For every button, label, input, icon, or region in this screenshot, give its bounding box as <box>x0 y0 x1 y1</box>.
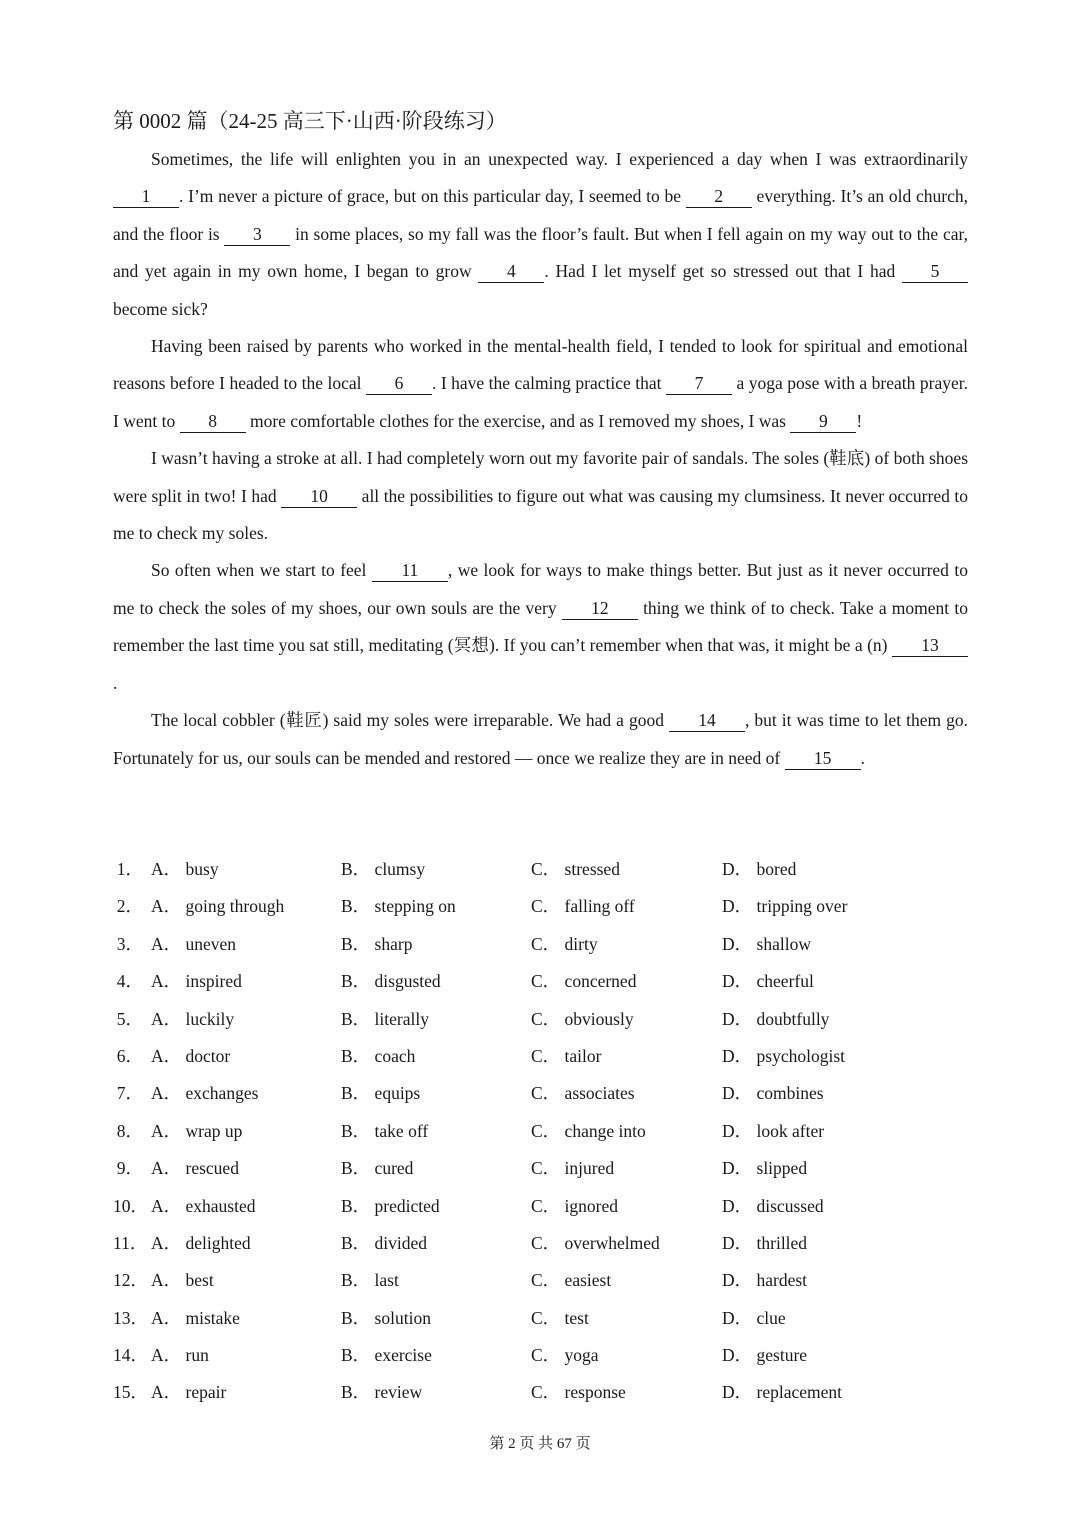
blank-2: 2 <box>686 185 752 208</box>
option-b: B． take off <box>341 1120 429 1141</box>
option-c: C． injured <box>531 1158 615 1179</box>
passage-text: thing we think of to check. Take a moment to remember the last time you sat still, meditating (冥想). If you can’t remember when that was, it might be a (n) <box>113 597 968 656</box>
option-row <box>113 888 973 925</box>
passage-text: everything. It’s an old church, and the floor is <box>113 186 968 244</box>
option-d: D． tripping over <box>722 896 848 917</box>
option-row <box>113 1225 973 1262</box>
cloze-passage <box>113 141 968 777</box>
question-number: 5． <box>116 1008 143 1029</box>
option-a: A． inspired <box>151 971 242 992</box>
option-a: A． luckily <box>151 1008 235 1029</box>
option-b: B． last <box>341 1270 399 1291</box>
blank-14: 14 <box>669 709 745 732</box>
passage-text: in some places, so my fall was the floor’s fault. But when I fell again on my way out to the car, and yet again in my own home, I began to grow <box>113 223 968 282</box>
option-a: A． wrap up <box>151 1120 243 1141</box>
option-c: C． associates <box>531 1083 635 1104</box>
option-d: D． clue <box>722 1307 786 1328</box>
passage-text: , we look for ways to make things better. But just as it never occurred to me to check the soles of my shoes, our own souls are the very <box>113 560 968 618</box>
option-b: B． equips <box>341 1083 421 1104</box>
passage-text: Having been raised by parents who worked in the mental-health field, I tended to look for spiritual and emotional reasons before I headed to the local <box>113 336 968 394</box>
passage-text: So often when we start to feel <box>151 560 372 581</box>
option-d: D． look after <box>722 1120 825 1141</box>
option-d: D． bored <box>722 859 797 879</box>
option-c: C． tailor <box>531 1045 602 1066</box>
option-row <box>113 1188 973 1225</box>
passage-text: I wasn’t having a stroke at all. I had completely worn out my favorite pair of sandals. The soles (鞋底) of both shoes were split in two! I had <box>113 448 968 506</box>
option-d: D． combines <box>722 1083 824 1104</box>
passage-text: The local cobbler (鞋匠) said my soles were irreparable. We had a good <box>151 710 669 731</box>
blank-12: 12 <box>562 597 638 620</box>
option-c: C． dirty <box>531 933 598 954</box>
paragraph-5 <box>113 702 968 777</box>
option-a: A． uneven <box>151 933 237 954</box>
option-row <box>113 1075 973 1112</box>
blank-7: 7 <box>666 372 732 395</box>
option-b: B． review <box>341 1382 423 1403</box>
option-row <box>113 1262 973 1299</box>
option-c: C． falling off <box>531 896 635 917</box>
question-number: 8． <box>116 1120 143 1141</box>
passage-text: all the possibilities to figure out what was causing my clumsiness. It never occurred to me to check my soles. <box>113 485 968 544</box>
option-c: C． change into <box>531 1120 646 1141</box>
option-row <box>113 1113 973 1150</box>
blank-1: 1 <box>113 185 179 208</box>
option-b: B． clumsy <box>341 859 426 879</box>
option-d: D． cheerful <box>722 971 814 992</box>
option-row <box>113 851 973 888</box>
passage-text: . I have the calming practice that <box>431 373 667 394</box>
option-row <box>113 963 973 1000</box>
option-d: D． gesture <box>722 1345 808 1366</box>
blank-8: 8 <box>180 410 246 433</box>
option-row <box>113 1374 973 1411</box>
question-number: 15． <box>113 1382 148 1403</box>
passage-text: Sometimes, the life will enlighten you in an unexpected way. I experienced a day when I was extraordinarily <box>151 149 968 169</box>
option-b: B． solution <box>341 1307 431 1328</box>
passage-text: , but it was time to let them go. Fortunately for us, our souls can be mended and restored — once we realize they are in need of <box>113 710 968 768</box>
option-d: D． hardest <box>722 1270 808 1291</box>
blank-4: 4 <box>478 260 544 283</box>
option-b: B． disgusted <box>341 971 441 992</box>
option-b: B． exercise <box>341 1345 432 1366</box>
blank-9: 9 <box>790 410 856 433</box>
option-a: A． exhausted <box>151 1195 256 1216</box>
question-number: 4． <box>116 971 143 992</box>
option-a: A． best <box>151 1270 214 1291</box>
option-row <box>113 1038 973 1075</box>
option-d: D． shallow <box>722 933 811 954</box>
blank-10: 10 <box>281 485 357 508</box>
question-number: 14． <box>113 1345 148 1366</box>
option-a: A． doctor <box>151 1045 231 1066</box>
option-d: D． doubtfully <box>722 1008 830 1029</box>
option-c: C． overwhelmed <box>531 1232 660 1253</box>
option-row <box>113 1337 973 1374</box>
option-c: C． response <box>531 1382 626 1403</box>
question-number: 1． <box>116 859 143 879</box>
passage-text: a yoga pose with a breath prayer. I went to <box>113 373 968 431</box>
option-a: A． going through <box>151 896 285 917</box>
passage-text: . Had I let myself get so stressed out that I had <box>544 261 902 282</box>
option-c: C． test <box>531 1307 589 1328</box>
option-d: D． discussed <box>722 1195 824 1216</box>
answer-options <box>113 851 973 1412</box>
paragraph-3 <box>113 440 968 552</box>
option-d: D． replacement <box>722 1382 843 1403</box>
option-d: D． thrilled <box>722 1232 808 1253</box>
option-a: A． mistake <box>151 1307 240 1328</box>
option-row <box>113 1001 973 1038</box>
option-b: B． coach <box>341 1045 416 1066</box>
option-a: A． delighted <box>151 1232 251 1253</box>
blank-6: 6 <box>366 372 432 395</box>
option-b: B． literally <box>341 1008 429 1029</box>
option-b: B． sharp <box>341 933 413 954</box>
question-number: 2． <box>116 896 143 917</box>
passage-text: become sick? <box>113 298 208 319</box>
option-d: D． slipped <box>722 1158 808 1179</box>
paragraph-2 <box>113 328 968 440</box>
question-number: 12． <box>113 1270 148 1291</box>
paragraph-1 <box>113 141 968 328</box>
question-number: 13． <box>113 1307 148 1328</box>
option-b: B． stepping on <box>341 896 456 917</box>
passage-text: . <box>860 747 865 768</box>
option-a: A． repair <box>151 1382 227 1403</box>
question-number: 11． <box>113 1232 148 1253</box>
option-a: A． rescued <box>151 1158 239 1179</box>
option-row <box>113 926 973 963</box>
blank-3: 3 <box>224 223 290 246</box>
passage-text: ! <box>856 410 863 431</box>
option-c: C． yoga <box>531 1345 599 1366</box>
option-c: C． ignored <box>531 1195 619 1216</box>
option-b: B． cured <box>341 1158 414 1179</box>
paragraph-4 <box>113 552 968 702</box>
option-c: C． stressed <box>531 859 620 879</box>
blank-15: 15 <box>785 747 861 770</box>
blank-11: 11 <box>372 559 448 582</box>
option-b: B． divided <box>341 1232 428 1253</box>
option-a: A． busy <box>151 859 219 879</box>
option-row <box>113 1300 973 1337</box>
option-a: A． exchanges <box>151 1083 259 1104</box>
option-c: C． concerned <box>531 971 637 992</box>
passage-text: . <box>113 672 118 693</box>
question-number: 6． <box>116 1045 143 1066</box>
question-number: 9． <box>116 1158 143 1179</box>
option-c: C． obviously <box>531 1008 634 1029</box>
option-row <box>113 1150 973 1187</box>
question-number: 10． <box>113 1195 148 1216</box>
option-a: A． run <box>151 1345 209 1366</box>
page-title: 第 0002 篇（24-25 高三下·山西·阶段练习） <box>113 109 507 133</box>
passage-text: . I’m never a picture of grace, but on this particular day, I seemed to be <box>179 186 686 207</box>
blank-13: 13 <box>892 634 968 657</box>
question-number: 3． <box>116 933 143 954</box>
page-footer: 第 2 页 共 67 页 <box>489 1436 591 1452</box>
blank-5: 5 <box>902 260 968 283</box>
passage-text: more comfortable clothes for the exercise, and as I removed my shoes, I was <box>245 410 791 431</box>
question-number: 7． <box>116 1083 143 1104</box>
option-b: B． predicted <box>341 1195 440 1216</box>
option-d: D． psychologist <box>722 1045 845 1066</box>
option-c: C． easiest <box>531 1270 612 1291</box>
